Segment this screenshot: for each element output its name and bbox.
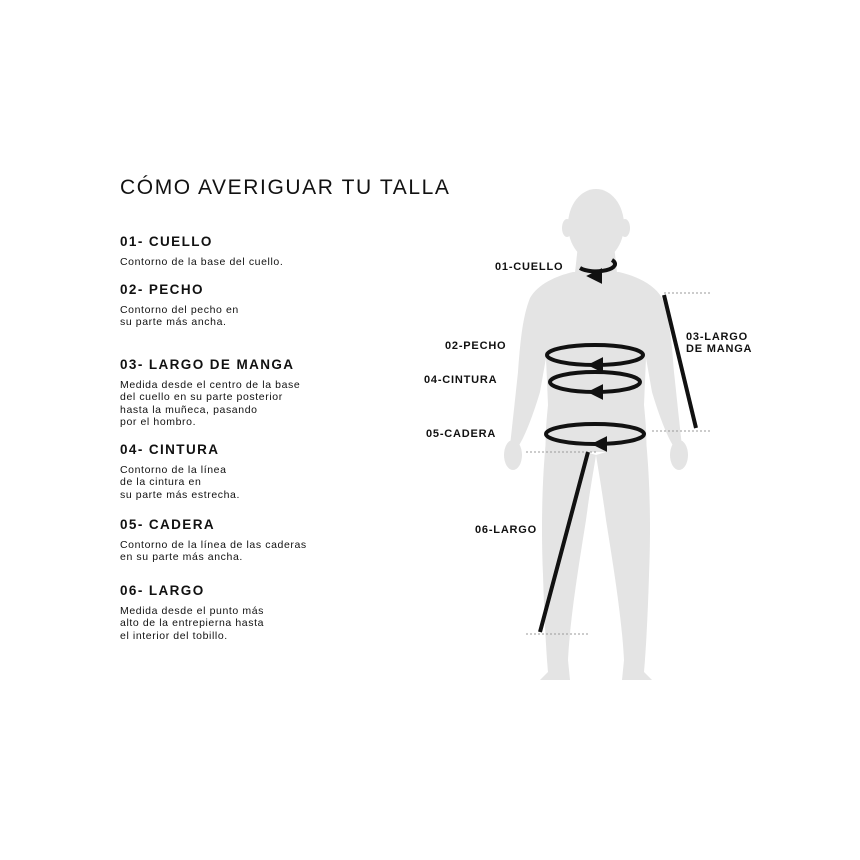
measure-desc-pecho: Contorno del pecho en su parte más ancha. <box>120 304 239 329</box>
label-cintura: 04-CINTURA <box>424 374 498 386</box>
measure-desc-cadera: Contorno de la línea de las caderas en su parte más ancha. <box>120 539 307 564</box>
measure-heading-pecho: 02- PECHO <box>120 282 204 297</box>
label-manga-line2: DE MANGA <box>686 343 753 355</box>
label-cuello: 01-CUELLO <box>495 261 564 273</box>
measure-desc-largo-manga: Medida desde el centro de la base del cuello en su parte posterior hasta la muñeca, pasando por el hombro. <box>120 379 301 429</box>
measure-desc-cintura: Contorno de la línea de la cintura en su parte más estrecha. <box>120 464 240 501</box>
measure-heading-cadera: 05- CADERA <box>120 517 216 532</box>
label-pecho: 02-PECHO <box>445 340 507 352</box>
page-title: CÓMO AVERIGUAR TU TALLA <box>120 176 451 199</box>
measure-heading-cuello: 01- CUELLO <box>120 234 213 249</box>
label-largo: 06-LARGO <box>475 524 538 536</box>
measure-heading-cintura: 04- CINTURA <box>120 442 220 457</box>
measure-desc-largo: Medida desde el punto más alto de la entrepierna hasta el interior del tobillo. <box>120 605 265 642</box>
measure-desc-cuello: Contorno de la base del cuello. <box>120 256 284 268</box>
label-manga-line1: 03-LARGO <box>686 331 749 343</box>
measure-heading-largo: 06- LARGO <box>120 583 205 598</box>
measure-heading-largo-manga: 03- LARGO DE MANGA <box>120 357 295 372</box>
label-cadera: 05-CADERA <box>426 428 497 440</box>
